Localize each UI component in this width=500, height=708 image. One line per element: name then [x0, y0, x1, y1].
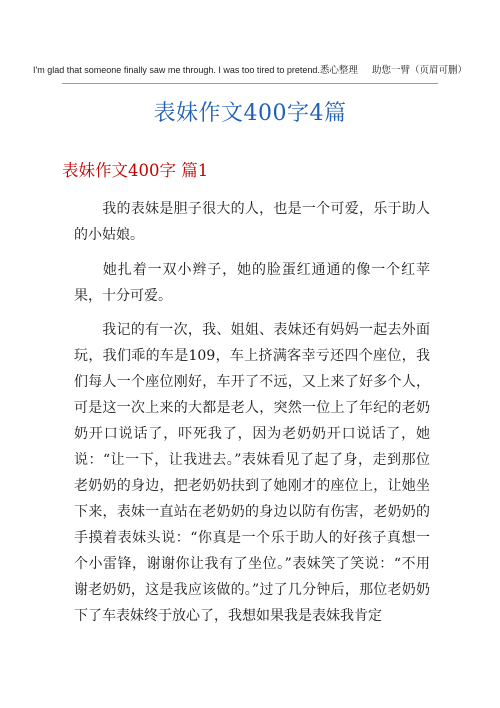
section-title: 表妹作文400字 篇1 — [62, 161, 209, 180]
paragraph-2 — [74, 257, 430, 309]
header-english-text: I'm glad that someone finally saw me through. I was too tired to pretend. — [33, 65, 320, 75]
paragraph-3-text: 我记的有一次，我、姐姐、表妹还有妈妈一起去外面玩，我们乖的车是109，车上挤满客幸亏还四个座位，我们每人一个座位刚好，车开了不远，又上来了好多个人，可是这一次上来的大都是老人，突然一位上了年纪的老奶奶开口说话了，吓死我了，因为老奶奶开口说话了，她说：“让一下，让我进去。”表妹看见了起了身，走到那位老奶奶的身边，把老奶奶扶到了她刚才的座位上，让她坐下来，表妹一直站在老奶奶的身边以防有伤害，老奶奶的手摸着表妹头说：“你真是一个乐于助人的好孩子真想一个小雷锋，谢谢你让我有了坐位。”表妹笑了笑说：“不用谢老奶奶，这是我应该做的。”过了几分钟后，那位老奶奶下了车表妹终于放心了，我想如果我是表妹我肯定 — [74, 322, 430, 624]
document-title: 表妹作文400字4篇 — [153, 101, 347, 126]
header-right-text: 助您一臂（页眉可删） — [371, 65, 467, 76]
paragraph-3 — [74, 317, 430, 629]
paragraph-2-text: 她扎着一双小辫子，她的脸蛋红通通的像一个红苹果，十分可爱。 — [74, 262, 430, 304]
paragraph-1 — [74, 196, 430, 248]
page-header — [0, 64, 500, 77]
paragraph-1-text: 我的表妹是胆子很大的人，也是一个可爱，乐于助人的小姑娘。 — [74, 201, 430, 243]
header-chinese-text: 悉心整理 — [319, 65, 358, 76]
header-divider — [62, 83, 438, 84]
